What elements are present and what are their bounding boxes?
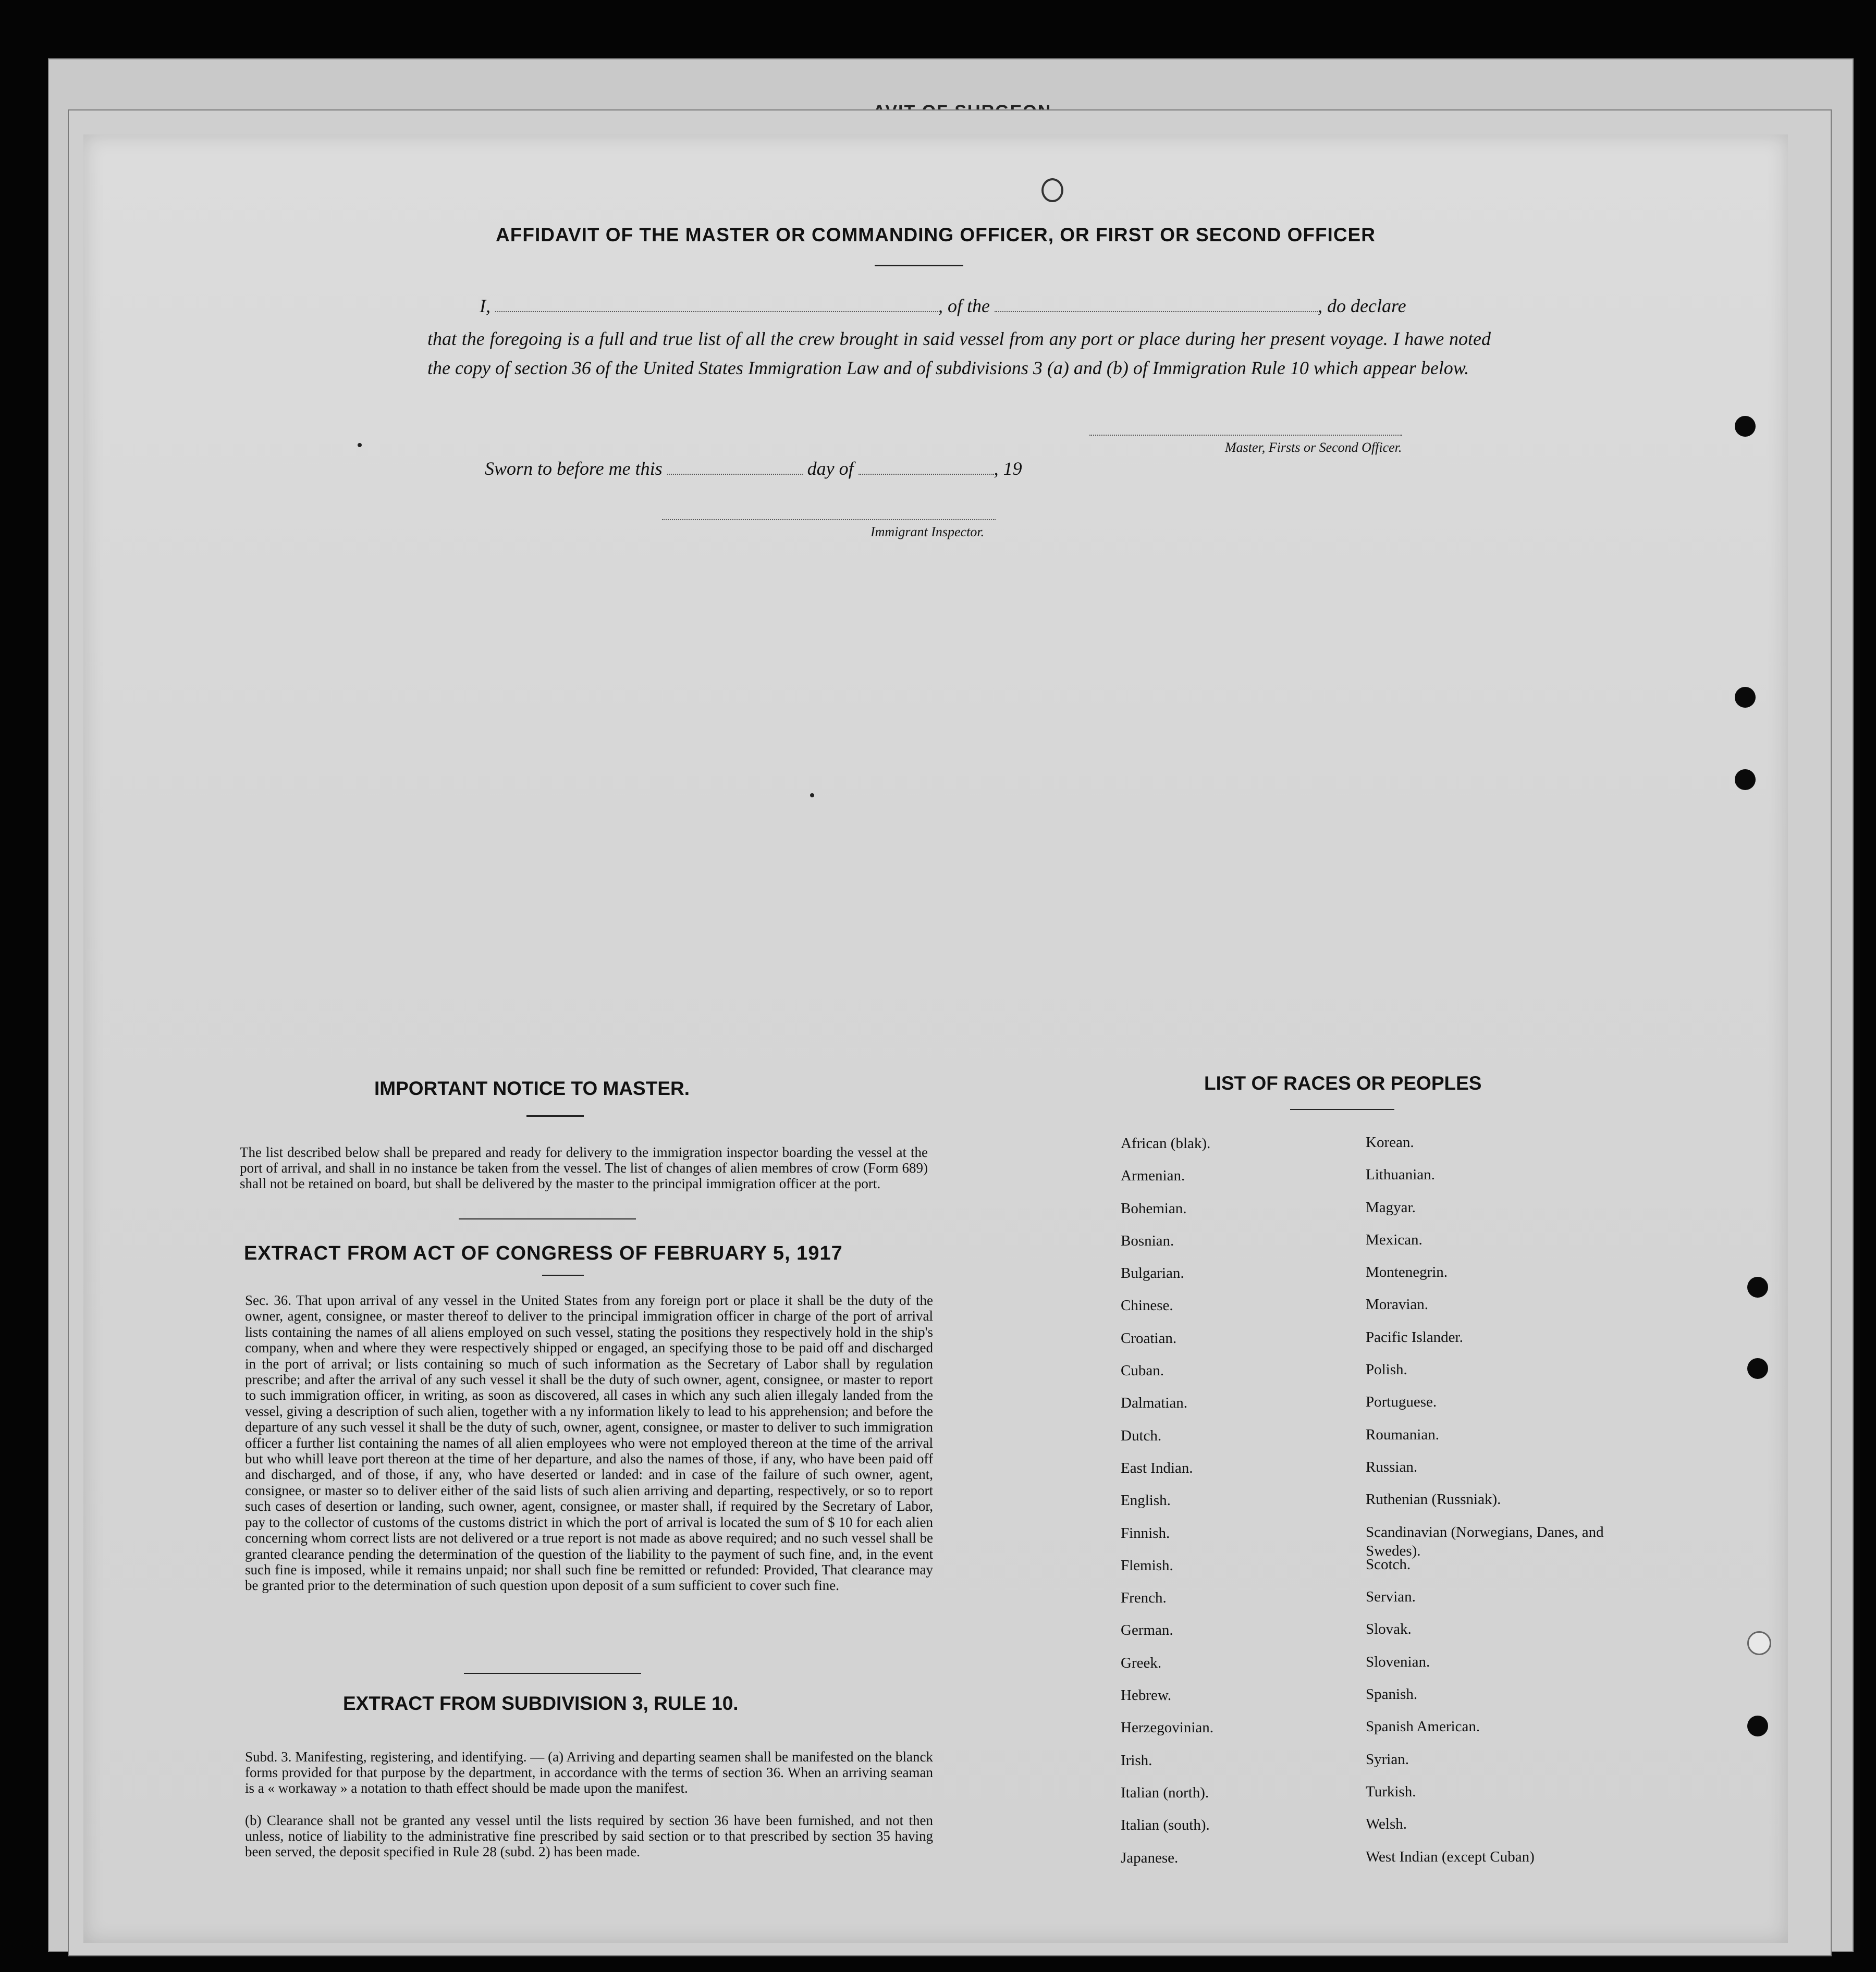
affidavit-declaration-line: [480, 295, 1491, 317]
declaration-of-the: , of the: [938, 295, 990, 316]
race-item: Lithuanian.: [1366, 1166, 1435, 1184]
race-item: Spanish American.: [1366, 1718, 1480, 1735]
declaration-end: , do declare: [1317, 295, 1406, 316]
race-item: Korean.: [1366, 1134, 1414, 1151]
race-item: Turkish.: [1366, 1783, 1416, 1800]
race-item: East Indian.: [1121, 1459, 1193, 1476]
race-item: Syrian.: [1366, 1751, 1409, 1768]
race-item: Bulgarian.: [1121, 1265, 1184, 1282]
punch-hole-icon: [1735, 769, 1756, 790]
race-item: Slovak.: [1366, 1621, 1412, 1638]
race-item: Hebrew.: [1121, 1687, 1172, 1704]
act-extract-title: EXTRACT FROM ACT OF CONGRESS OF FEBRUARY 5, 1917: [244, 1242, 843, 1264]
race-item: Roumanian.: [1366, 1426, 1439, 1443]
ink-dot: [358, 443, 362, 447]
punch-hole-icon: [1735, 687, 1756, 708]
race-item: Scandinavian (Norwegians, Danes, and Swedes).: [1366, 1523, 1604, 1559]
race-item: Bohemian.: [1121, 1200, 1187, 1217]
race-item: Dutch.: [1121, 1427, 1162, 1444]
sworn-day-blank: [667, 474, 803, 475]
race-item: Ruthenian (Russniak).: [1366, 1491, 1501, 1508]
race-item: Welsh.: [1366, 1816, 1407, 1833]
race-item: Finnish.: [1121, 1524, 1170, 1542]
race-item: Scotch.: [1366, 1556, 1411, 1573]
notice-divider: [459, 1218, 636, 1219]
punch-hole-icon: [1747, 1277, 1768, 1298]
race-item: Italian (south).: [1121, 1817, 1210, 1834]
race-item: Bosnian.: [1121, 1232, 1174, 1249]
race-item: Montenegrin.: [1366, 1264, 1448, 1281]
race-item: Greek.: [1121, 1654, 1162, 1671]
sworn-start: Sworn to before me this: [485, 458, 663, 479]
races-title: LIST OF RACES OR PEOPLES: [1204, 1073, 1482, 1094]
race-item: Slovenian.: [1366, 1653, 1430, 1670]
punch-hole-icon: [1747, 1716, 1768, 1736]
race-item: Japanese.: [1121, 1849, 1179, 1866]
race-item: Servian.: [1366, 1588, 1416, 1606]
race-item: Portuguese.: [1366, 1394, 1437, 1411]
race-item: Polish.: [1366, 1361, 1407, 1378]
race-item: Italian (north).: [1121, 1784, 1209, 1801]
race-item: Cuban.: [1121, 1362, 1164, 1379]
race-item: African (blak).: [1121, 1135, 1211, 1152]
ink-dot: [810, 793, 814, 797]
race-item: Croatian.: [1121, 1329, 1177, 1347]
race-item: Flemish.: [1121, 1557, 1173, 1574]
race-item: Armenian.: [1121, 1167, 1185, 1185]
rule-extract-title: EXTRACT FROM SUBDIVISION 3, RULE 10.: [343, 1693, 739, 1714]
race-item: Herzegovinian.: [1121, 1719, 1213, 1736]
rule-extract-para-b: (b) Clearance shall not be granted any vessel until the lists required by section 36 have been furnished, and not then unless, notice of liability to the administrative fine prescribed by said section or to that prescribed by section 35 having been served, the deposit specified in Rule 28 (subd. 2) has been made.: [245, 1813, 933, 1859]
notice-text: The list described below shall be prepared and ready for delivery to the immigration inspector boarding the vessel at the port of arrival, and shall in no instance be taken from the vessel. The list of changes of alien membres of crow (Form 689) shall not be retained on board, but shall be delivered by the master to the principal immigration officer at the port.: [240, 1144, 928, 1191]
act-extract-rule: [542, 1275, 584, 1276]
notice-title: IMPORTANT NOTICE TO MASTER.: [374, 1078, 690, 1099]
act-extract-divider: [464, 1673, 641, 1674]
vessel-blank: [995, 311, 1318, 312]
punch-hole-icon: [1735, 416, 1756, 437]
act-extract-text: Sec. 36. That upon arrival of any vessel in the United States from any foreign port or place it shall be the duty of the owner, agent, consignee, or master thereof to deliver to the principal immigration officer in charge of the port of arrival lists containing the names of all aliens employed on such vessel, stating the positions they respectively hold in the ship's company, when and where they were respectively shipped or engaged, an specifying those to be paid off and discharged in the port of arrival; or lists containing so much of such information as the Secretary of Labor shall by regulation prescribe; and after the arrival of any such vessel it shall be the duty of such owner, agent, consignee, or master to report to such immigration officer, in writing, as soon as discovered, all cases in which any such alien illegaly landed from the vessel, giving a description of such alien, together with a ny information likely to lead to his apprehension; and before the departure of any such vessel it shall be the duty of such, owner, agent, consignee, or master to deliver to such immigration officer a further list containing the names of all alien employees who were not employed thereon at the time of the arrival but who whill leave port thereon at the time of her departure, and also the names of those, if any, who have been paid off and discharged, and of those, if any, who have deserted or landed: and in case of the failure of such owner, agent, consignee, or master so to deliver either of the said lists of such alien arriving and departing, respectively, or so to report such cases of desertion or landing, such owner, agent, consignee, or master shall, if required by the Secretary of Labor, pay to the collector of customs of the customs district in which the port of arrival is located the sum of $ 10 for each alien concerning whom correct lists are not delivered or a true report is not made as above required; and no such vessel shall be granted clearance pending the determination of the question of the liability to the payment of such fine, and, in the event such fine is imposed, while it remains unpaid; nor shall such fine be remitted or refunded: Provided, That clearance may be granted prior to the determination of such question upon deposit of a sum sufficient to cover such fine.: [245, 1292, 933, 1594]
races-right-column: [1366, 1133, 1658, 1880]
race-item: Chinese.: [1121, 1297, 1173, 1314]
master-signature-label: Master, Firsts or Second Officer.: [1225, 440, 1402, 455]
races-left-column: [1121, 1134, 1329, 1881]
master-signature-line: [1089, 435, 1402, 436]
name-blank: [495, 311, 938, 312]
race-item: West Indian (except Cuban): [1366, 1848, 1535, 1865]
race-item: Pacific Islander.: [1366, 1328, 1463, 1346]
notice-title-rule: [526, 1115, 584, 1117]
punch-hole-icon: [1747, 1631, 1771, 1655]
sworn-year: , 19: [994, 458, 1022, 479]
inspector-signature-line: [662, 519, 996, 520]
sworn-day-of: day of: [807, 458, 854, 479]
affidavit-title-rule: [875, 265, 963, 266]
race-item: Dalmatian.: [1121, 1395, 1188, 1412]
race-item: Russian.: [1366, 1458, 1418, 1475]
race-item: German.: [1121, 1622, 1173, 1639]
race-item: English.: [1121, 1492, 1171, 1509]
sworn-month-blank: [859, 474, 994, 475]
affidavit-title: AFFIDAVIT OF THE MASTER OR COMMANDING OFFICER, OR FIRST OR SECOND OFFICER: [496, 224, 1376, 245]
document-page: [83, 134, 1788, 1943]
race-item: Mexican.: [1366, 1231, 1423, 1248]
declaration-i: I,: [480, 295, 491, 316]
race-item: Irish.: [1121, 1752, 1152, 1769]
race-item: Moravian.: [1366, 1296, 1428, 1313]
affidavit-text: that the foregoing is a full and true list of all the crew brought in said vessel from any port or place during her present voyage. I hawe noted the copy of section 36 of the United States Immigration Law and of subdivisions 3 (a) and (b) of Immigration Rule 10 which appear below.: [427, 328, 1491, 378]
race-item: Magyar.: [1366, 1199, 1416, 1216]
rule-extract-para-a: Subd. 3. Manifesting, registering, and identifying. — (a) Arriving and departing seamen shall be manifested on the blanck forms provided for that purpose by the department, in accordance with the terms of section 36. When an arriving seaman is a « workaway » a notation to thath effect should be made upon the manifest.: [245, 1749, 933, 1796]
inspector-signature-label: Immigrant Inspector.: [870, 524, 985, 539]
race-item: Spanish.: [1366, 1686, 1418, 1703]
sworn-line: [485, 458, 1022, 479]
races-title-rule: [1290, 1109, 1394, 1110]
race-item: French.: [1121, 1589, 1167, 1607]
punch-hole-icon: [1747, 1358, 1768, 1379]
punch-ring-icon: [1041, 178, 1063, 202]
